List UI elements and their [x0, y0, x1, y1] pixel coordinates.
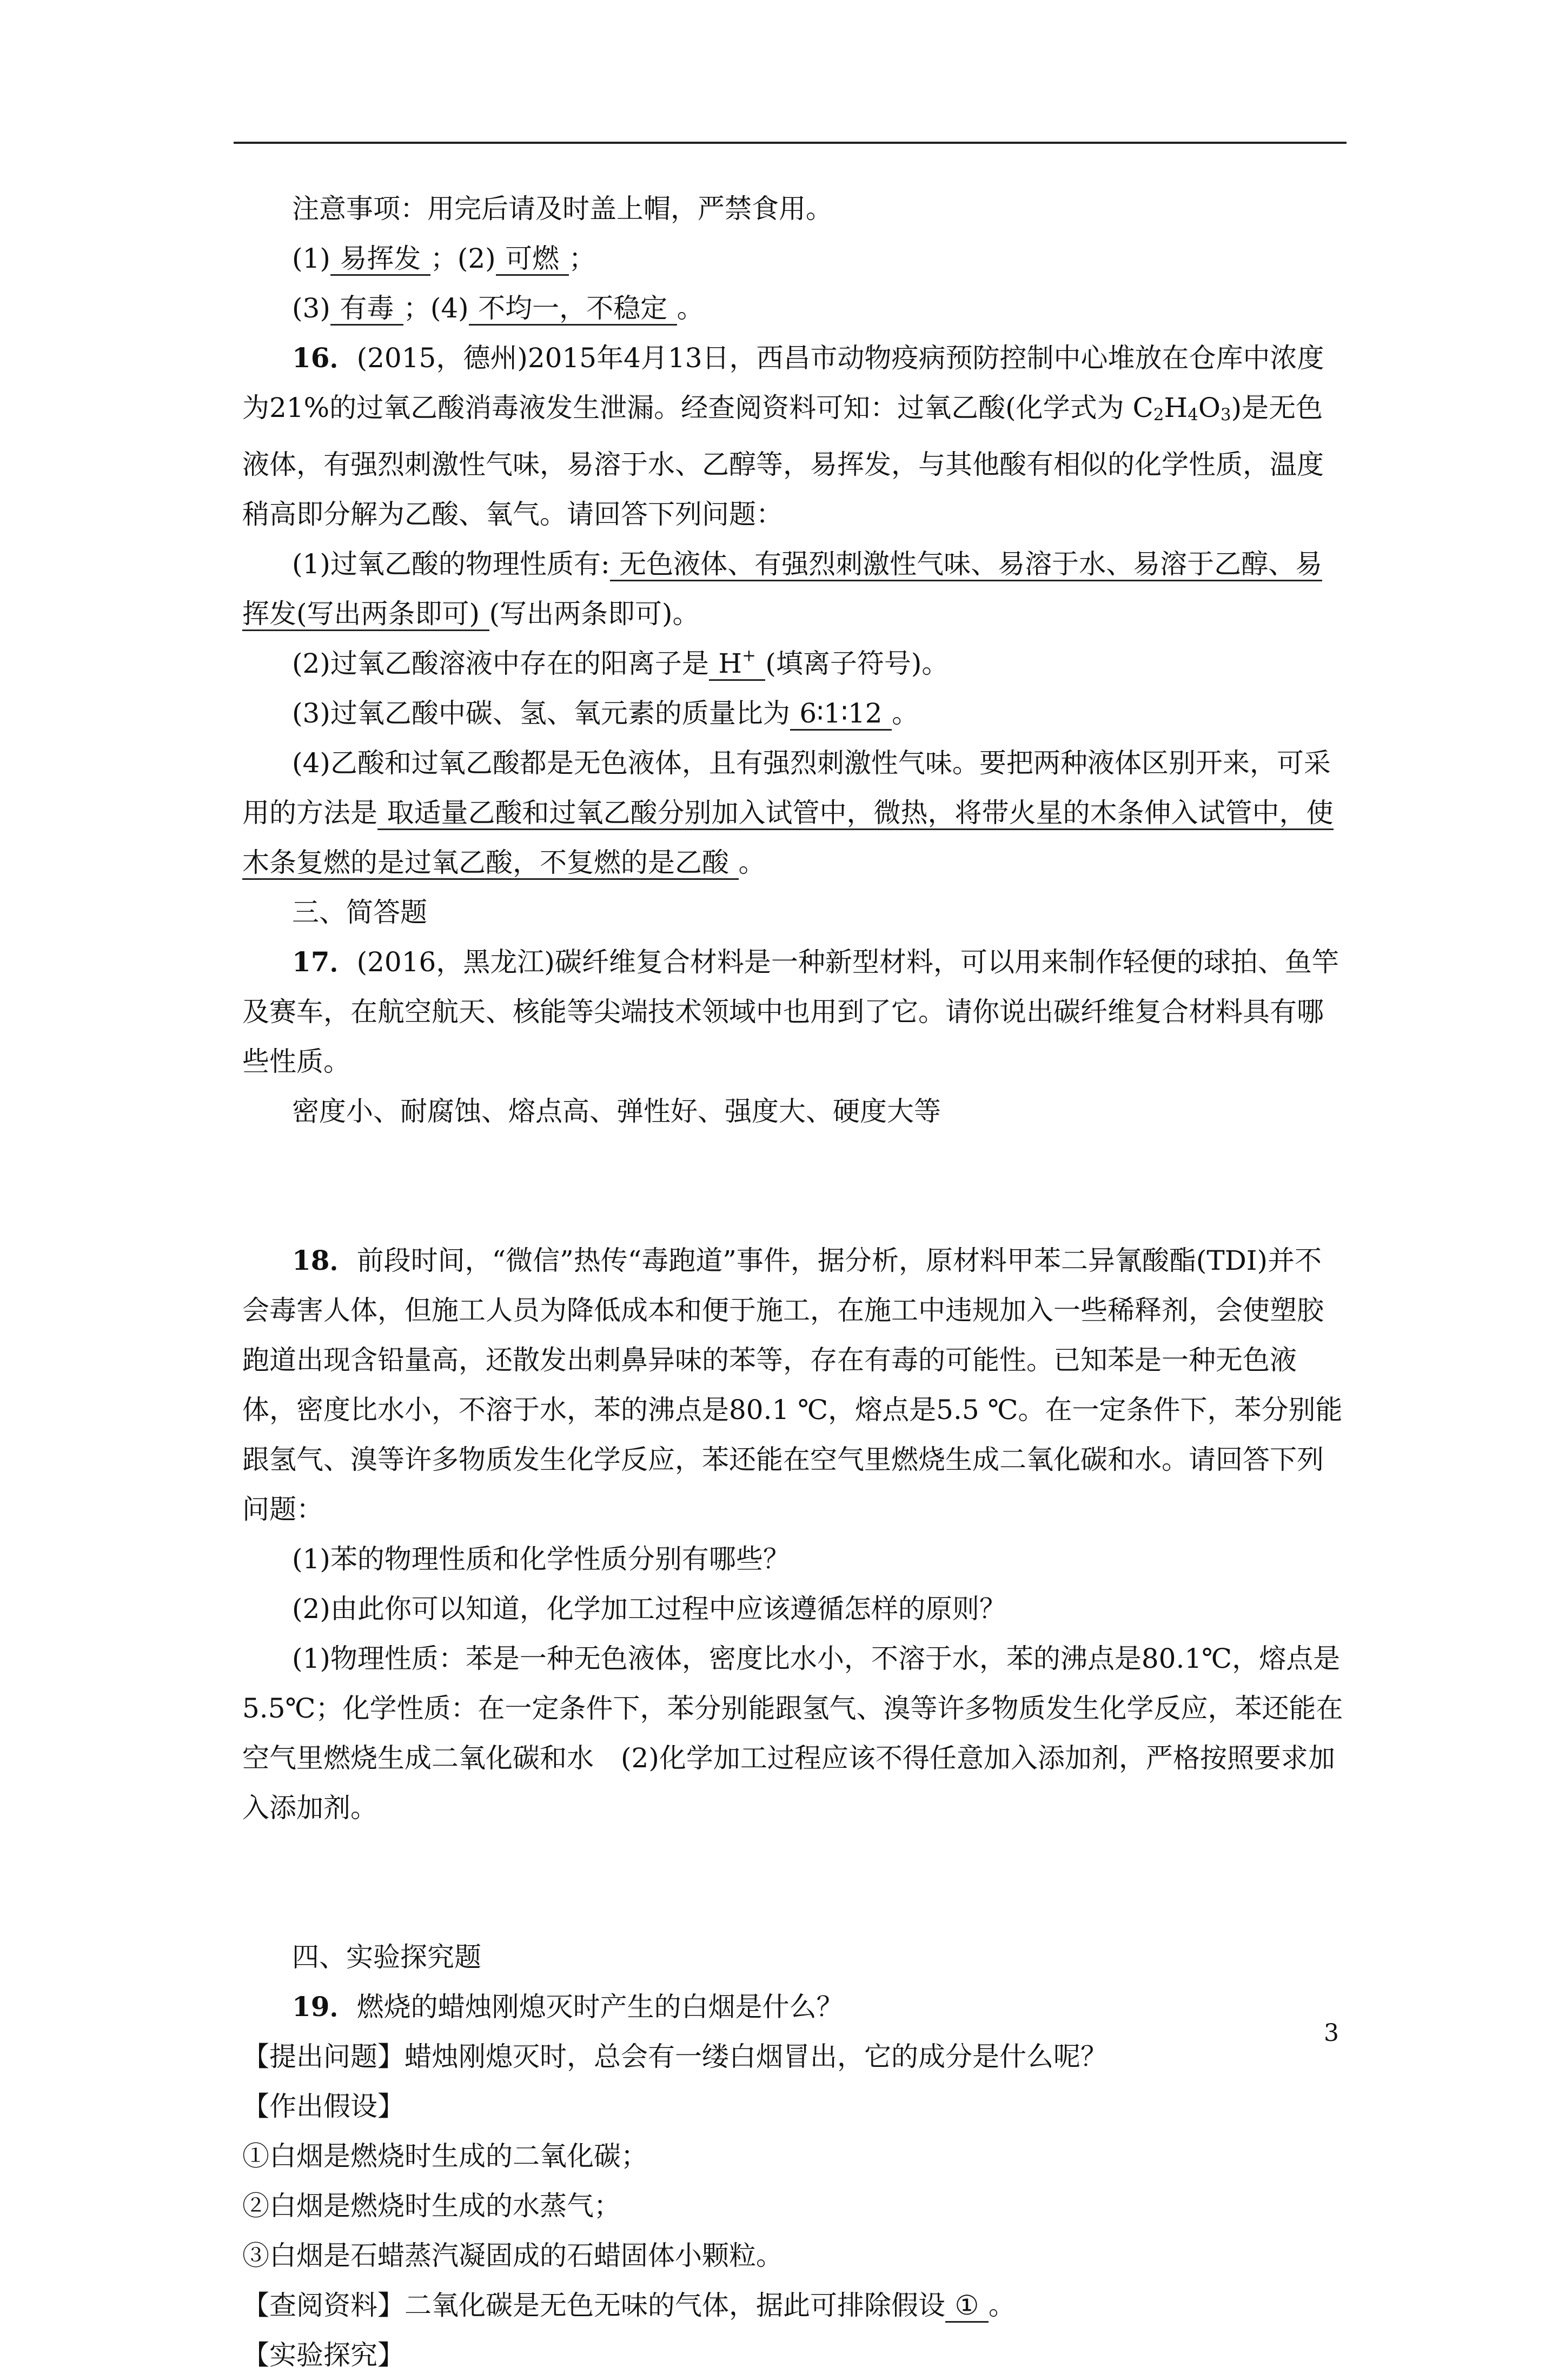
q16-part-3 — [242, 688, 1345, 738]
formula-sub-3: 3 — [1220, 405, 1231, 425]
q18-part-1: (1)苯的物理性质和化学性质分别有哪些？ — [292, 1543, 790, 1575]
q19-title-text: 燃烧的蜡烛刚熄灭时产生的白烟是什么？ — [356, 1991, 844, 2023]
q17-text: (2016，黑龙江)碳纤维复合材料是一种新型材料，可以用来制作轻便的球拍、鱼竿及赛车，在航空航天、核能等尖端技术领域中也用到了它。请你说出碳纤维复合材料具有哪些性质。 — [242, 946, 1339, 1078]
q15-answer-3: 有毒 — [330, 293, 403, 326]
q16-q3: (3)过氧乙酸中碳、氢、氧元素的质量比为 — [292, 698, 790, 730]
q15-answer-4: 不均一，不稳定 — [469, 293, 677, 326]
q16-q2: (2)过氧乙酸溶液中存在的阳离子是 — [292, 648, 709, 680]
q16-answer-2 — [709, 648, 766, 681]
q16-q4: (4)乙酸和过氧乙酸都是无色液体，且有强烈刺激性气味。要把两种液体区别开来，可采用的方法是 — [242, 747, 1331, 829]
q15-label-3: (3) — [292, 293, 330, 324]
q19-reference-answer: ① — [945, 2290, 989, 2323]
q15-line-2 — [242, 283, 1345, 333]
page-number: 3 — [1324, 2019, 1339, 2047]
q16-q4-end: 。 — [738, 847, 766, 879]
q17-answer: 密度小、耐腐蚀、熔点高、弹性好、强度大、硬度大等 — [292, 1096, 941, 1128]
q16-answer-4: 取适量乙酸和过氧乙酸分别加入试管中，微热，将带火星的木条伸入试管中，使木条复燃的是过氧乙酸，不复燃的是乙酸 — [242, 797, 1334, 880]
section-3-heading: 三、简答题 — [292, 897, 427, 929]
q16-text-1: (2015，德州)2015年4月13日，西昌市动物疫病预防控制中心堆放在仓库中浓度为21%的过氧乙酸消毒液发生泄漏。经查阅资料可知：过氧乙酸(化学式为 C — [242, 342, 1324, 423]
ion-charge: + — [741, 646, 756, 666]
formula-sub-1: 2 — [1153, 405, 1164, 425]
q19-reference-text: 【查阅资料】二氧化碳是无色无味的气体，据此可排除假设 — [242, 2290, 945, 2322]
q16-q1: (1)过氧乙酸的物理性质有: — [292, 548, 610, 580]
q19-hypothesis-2: ②白烟是燃烧时生成的水蒸气； — [242, 2190, 621, 2222]
formula-o: O — [1198, 392, 1221, 423]
header-rule — [234, 142, 1347, 144]
q15-line-1 — [242, 234, 1345, 283]
q18-text: 前段时间，“微信”热传“毒跑道”事件，据分析，原材料甲苯二异氰酸酯(TDI)并不会毒害人体，但施工人员为降低成本和便于施工，在施工中违规加入一些稀释剂，会使塑胶跑道出现含铅量高，还散发出刺鼻异味的苯等，存在有毒的可能性。已知苯是一种无色液体，密度比水小，不溶于水，苯的沸点是80.1 ℃，熔点是5.5 ℃。在一定条件下，苯分别能跟氢气、溴等许多物质发生化学反应，苯还能在空气里燃烧生成二氧化碳和水。请回答下列问题： — [242, 1245, 1343, 1526]
formula-sub-2: 4 — [1188, 405, 1198, 425]
q16-stem — [242, 333, 1345, 539]
q15-label-2: ；(2) — [430, 243, 496, 274]
q18-stem — [242, 1236, 1345, 1534]
q19-reference-end: 。 — [988, 2290, 1016, 2322]
q16-q3-end: 。 — [892, 698, 919, 730]
spacer — [242, 1833, 1345, 1932]
q19-number: 19． — [292, 1991, 357, 2023]
q15-answer-1: 易挥发 — [330, 243, 430, 276]
q15-sep-2: 。 — [677, 293, 704, 324]
q15-label-1: (1) — [292, 243, 330, 274]
q16-answer-1: 无色液体、有强烈刺激性气味、易溶于水、易溶于乙醇、易挥发(写出两条即可) — [242, 548, 1322, 631]
q16-part-4 — [242, 738, 1345, 887]
q18-number: 18． — [292, 1244, 357, 1277]
q19-title — [242, 1982, 1345, 2032]
q16-text-2: )是无色液体，有强烈刺激性气味，易溶于水、乙醇等，易挥发，与其他酸有相似的化学性质，温度稍高即分解为乙酸、氧气。请回答下列问题： — [242, 392, 1324, 531]
q16-q1-end: (写出两条即可)。 — [489, 598, 700, 630]
q19-hypothesis-title: 【作出假设】 — [242, 2091, 404, 2123]
q16-number: 16． — [292, 342, 357, 374]
formula-h: H — [1164, 392, 1188, 423]
q17-number: 17． — [292, 946, 357, 978]
caution-line: 注意事项：用完后请及时盖上帽，严禁食用。 — [292, 193, 833, 224]
spacer — [242, 1136, 1345, 1236]
q15-label-4: ；(4) — [403, 293, 469, 324]
q19-hypothesis-1: ①白烟是燃烧时生成的二氧化碳； — [242, 2140, 648, 2172]
q15-sep-1: ； — [568, 243, 596, 274]
q16-q2-end: (填离子符号)。 — [765, 648, 949, 680]
q19-problem: 【提出问题】蜡烛刚熄灭时，总会有一缕白烟冒出，它的成分是什么呢？ — [242, 2041, 1108, 2073]
q18-part-2: (2)由此你可以知道，化学加工过程中应该遵循怎样的原则？ — [292, 1593, 1006, 1625]
section-4-heading: 四、实验探究题 — [292, 1941, 481, 1973]
q16-part-2 — [242, 639, 1345, 688]
page-content — [242, 184, 1345, 2380]
q16-part-1 — [242, 539, 1345, 639]
ion-symbol: H — [718, 648, 742, 680]
q19-experiment-title: 【实验探究】 — [242, 2339, 404, 2371]
q15-answer-2: 可燃 — [496, 243, 569, 276]
q17-stem — [242, 937, 1345, 1086]
q18-answer: (1)物理性质：苯是一种无色液体，密度比水小，不溶于水，苯的沸点是80.1℃，熔点是5.5℃；化学性质：在一定条件下，苯分别能跟氢气、溴等许多物质发生化学反应，苯还能在空气里燃烧生成二氧化碳和水 (2)化学加工过程应该不得任意加入添加剂，严格按照要求加入添加剂。 — [242, 1643, 1343, 1824]
q19-hypothesis-3: ③白烟是石蜡蒸汽凝固成的石蜡固体小颗粒。 — [242, 2240, 783, 2272]
q19-reference — [242, 2280, 1345, 2330]
q16-answer-3: 6∶1∶12 — [790, 698, 892, 731]
